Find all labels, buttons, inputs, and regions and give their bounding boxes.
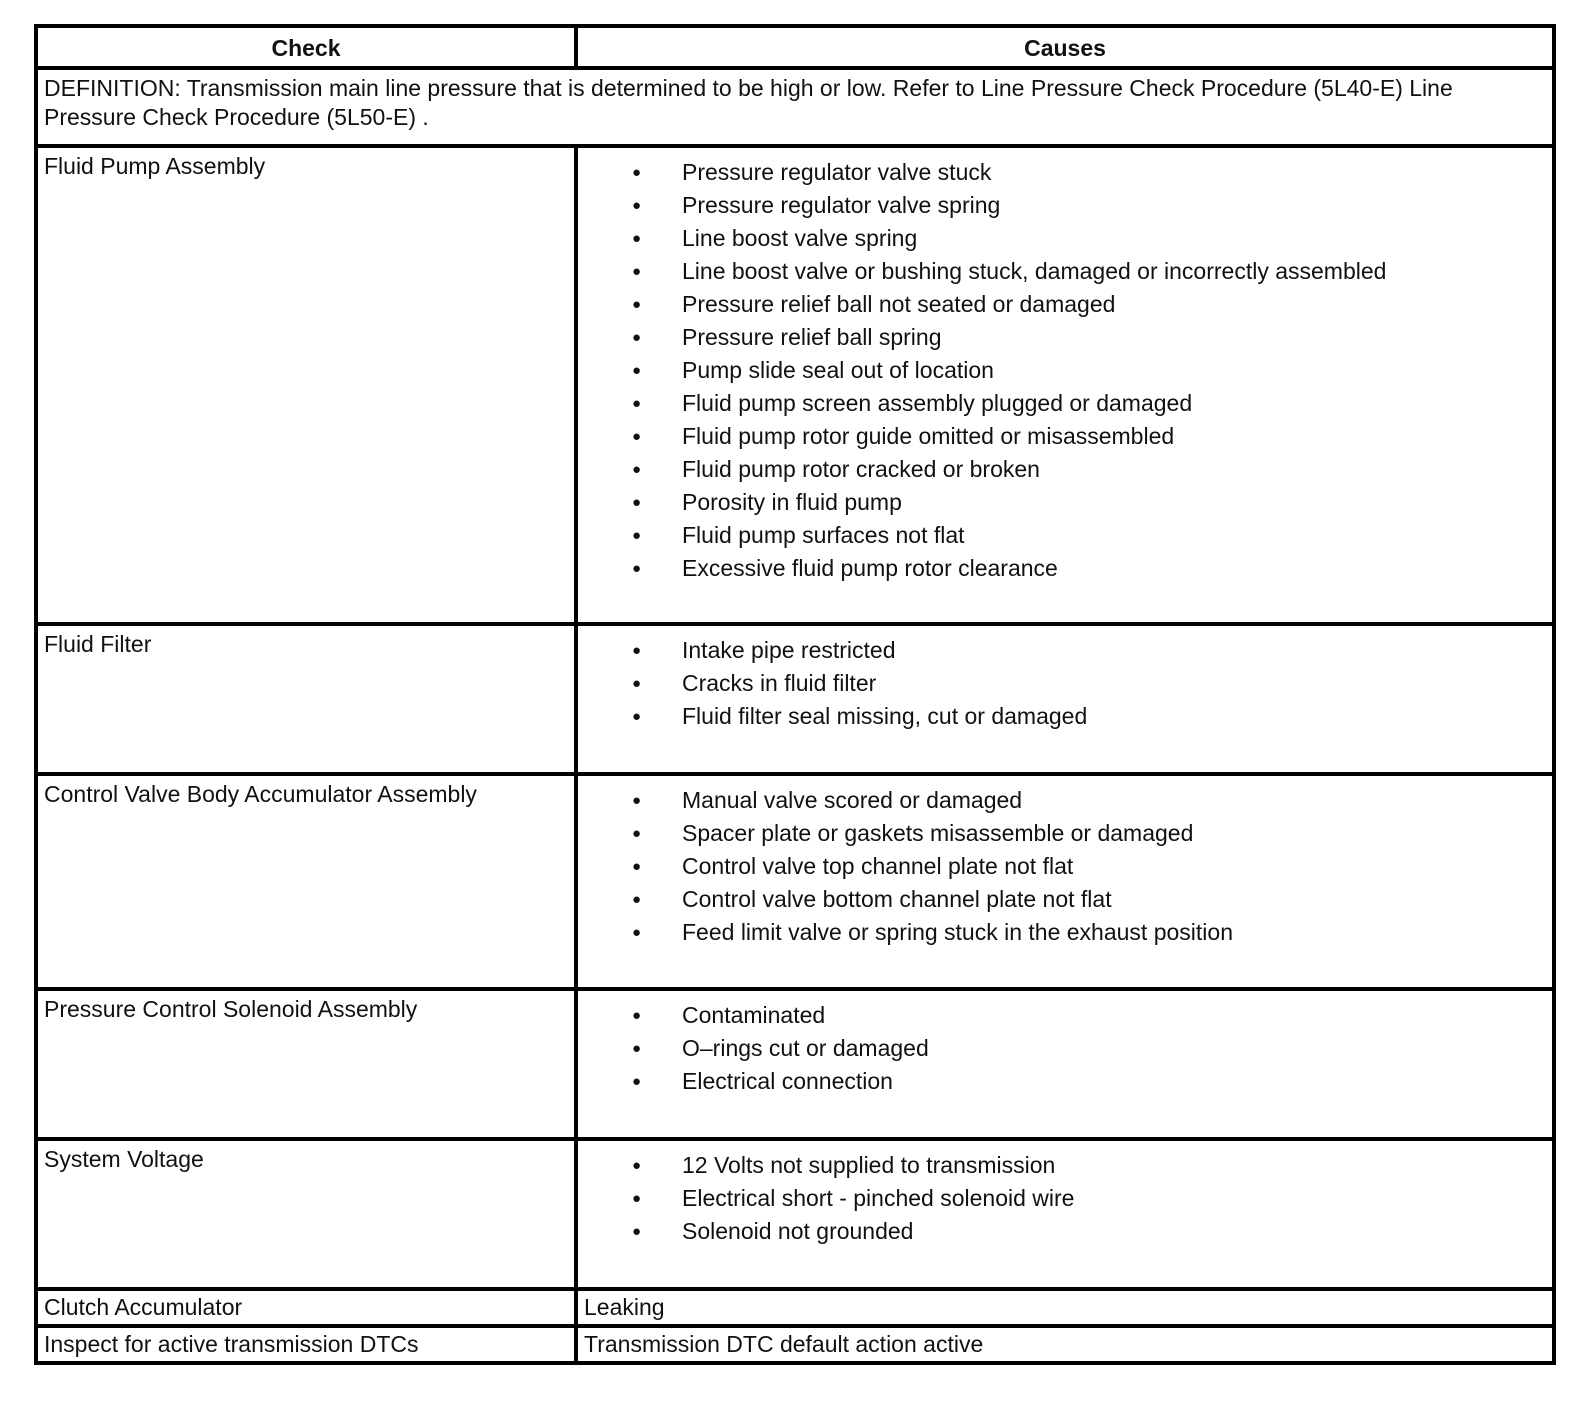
line-pressure-diagnostic-table (34, 24, 1556, 1365)
cause-item: ● Spacer plate or gaskets misassemble or damaged (584, 817, 1546, 850)
cause-item: ● Manual valve scored or damaged (584, 784, 1546, 817)
cause-item: ● Pressure regulator valve stuck (584, 156, 1546, 189)
causes-list (584, 776, 1546, 949)
cause-item: ● Cracks in fluid filter (584, 667, 1546, 700)
cause-item: ● Feed limit valve or spring stuck in the exhaust position (584, 916, 1546, 949)
cause-item: ● Excessive fluid pump rotor clearance (584, 552, 1546, 585)
causes-list (584, 991, 1546, 1098)
causes-cell: Transmission DTC default action active (576, 1326, 1554, 1363)
table-row (36, 1326, 1554, 1363)
check-cell: Pressure Control Solenoid Assembly (36, 989, 576, 1139)
causes-cell: Leaking (576, 1289, 1554, 1326)
causes-list (584, 626, 1546, 733)
cause-item: ● Pressure regulator valve spring (584, 189, 1546, 222)
cause-item: ● Intake pipe restricted (584, 634, 1546, 667)
check-cell: Control Valve Body Accumulator Assembly (36, 774, 576, 989)
check-cell: System Voltage (36, 1139, 576, 1289)
cause-item: ● Porosity in fluid pump (584, 486, 1546, 519)
table-row (36, 1289, 1554, 1326)
cause-item: ● Line boost valve or bushing stuck, damaged or incorrectly assembled (584, 255, 1546, 288)
check-cell: Inspect for active transmission DTCs (36, 1326, 576, 1363)
table-row (36, 989, 1554, 1139)
check-cell: Clutch Accumulator (36, 1289, 576, 1326)
causes-list (584, 148, 1546, 585)
cause-item: ● Electrical connection (584, 1065, 1546, 1098)
causes-cell (576, 1139, 1554, 1289)
header-row (36, 26, 1554, 68)
header-check: Check (36, 26, 576, 68)
cause-item: ● Fluid pump rotor cracked or broken (584, 453, 1546, 486)
definition-row (36, 68, 1554, 146)
cause-item: ● 12 Volts not supplied to transmission (584, 1149, 1546, 1182)
causes-list (584, 1141, 1546, 1248)
causes-cell (576, 146, 1554, 624)
cause-item: ● O–rings cut or damaged (584, 1032, 1546, 1065)
cause-item: ● Control valve bottom channel plate not flat (584, 883, 1546, 916)
cause-item: ● Solenoid not grounded (584, 1215, 1546, 1248)
causes-cell (576, 774, 1554, 989)
causes-cell (576, 989, 1554, 1139)
definition-text: DEFINITION: Transmission main line pressure that is determined to be high or low. Refer to Line Pressure Check Procedure (5L40-E) Line Pressure Check Procedure (5L50-E) . (36, 68, 1554, 146)
causes-cell (576, 624, 1554, 774)
cause-item: ● Pressure relief ball not seated or damaged (584, 288, 1546, 321)
cause-item: ● Control valve top channel plate not flat (584, 850, 1546, 883)
header-causes: Causes (576, 26, 1554, 68)
check-cell: Fluid Pump Assembly (36, 146, 576, 624)
cause-item: ● Electrical short - pinched solenoid wire (584, 1182, 1546, 1215)
table-row (36, 624, 1554, 774)
table-row (36, 774, 1554, 989)
cause-item: ● Fluid pump rotor guide omitted or misassembled (584, 420, 1546, 453)
table-row (36, 146, 1554, 624)
cause-item: ● Fluid pump screen assembly plugged or damaged (584, 387, 1546, 420)
check-cell: Fluid Filter (36, 624, 576, 774)
diagnostic-table-container (34, 24, 1552, 1365)
cause-item: ● Fluid pump surfaces not flat (584, 519, 1546, 552)
cause-item: ● Pump slide seal out of location (584, 354, 1546, 387)
cause-item: ● Line boost valve spring (584, 222, 1546, 255)
cause-item: ● Fluid filter seal missing, cut or damaged (584, 700, 1546, 733)
table-row (36, 1139, 1554, 1289)
cause-item: ● Contaminated (584, 999, 1546, 1032)
cause-item: ● Pressure relief ball spring (584, 321, 1546, 354)
